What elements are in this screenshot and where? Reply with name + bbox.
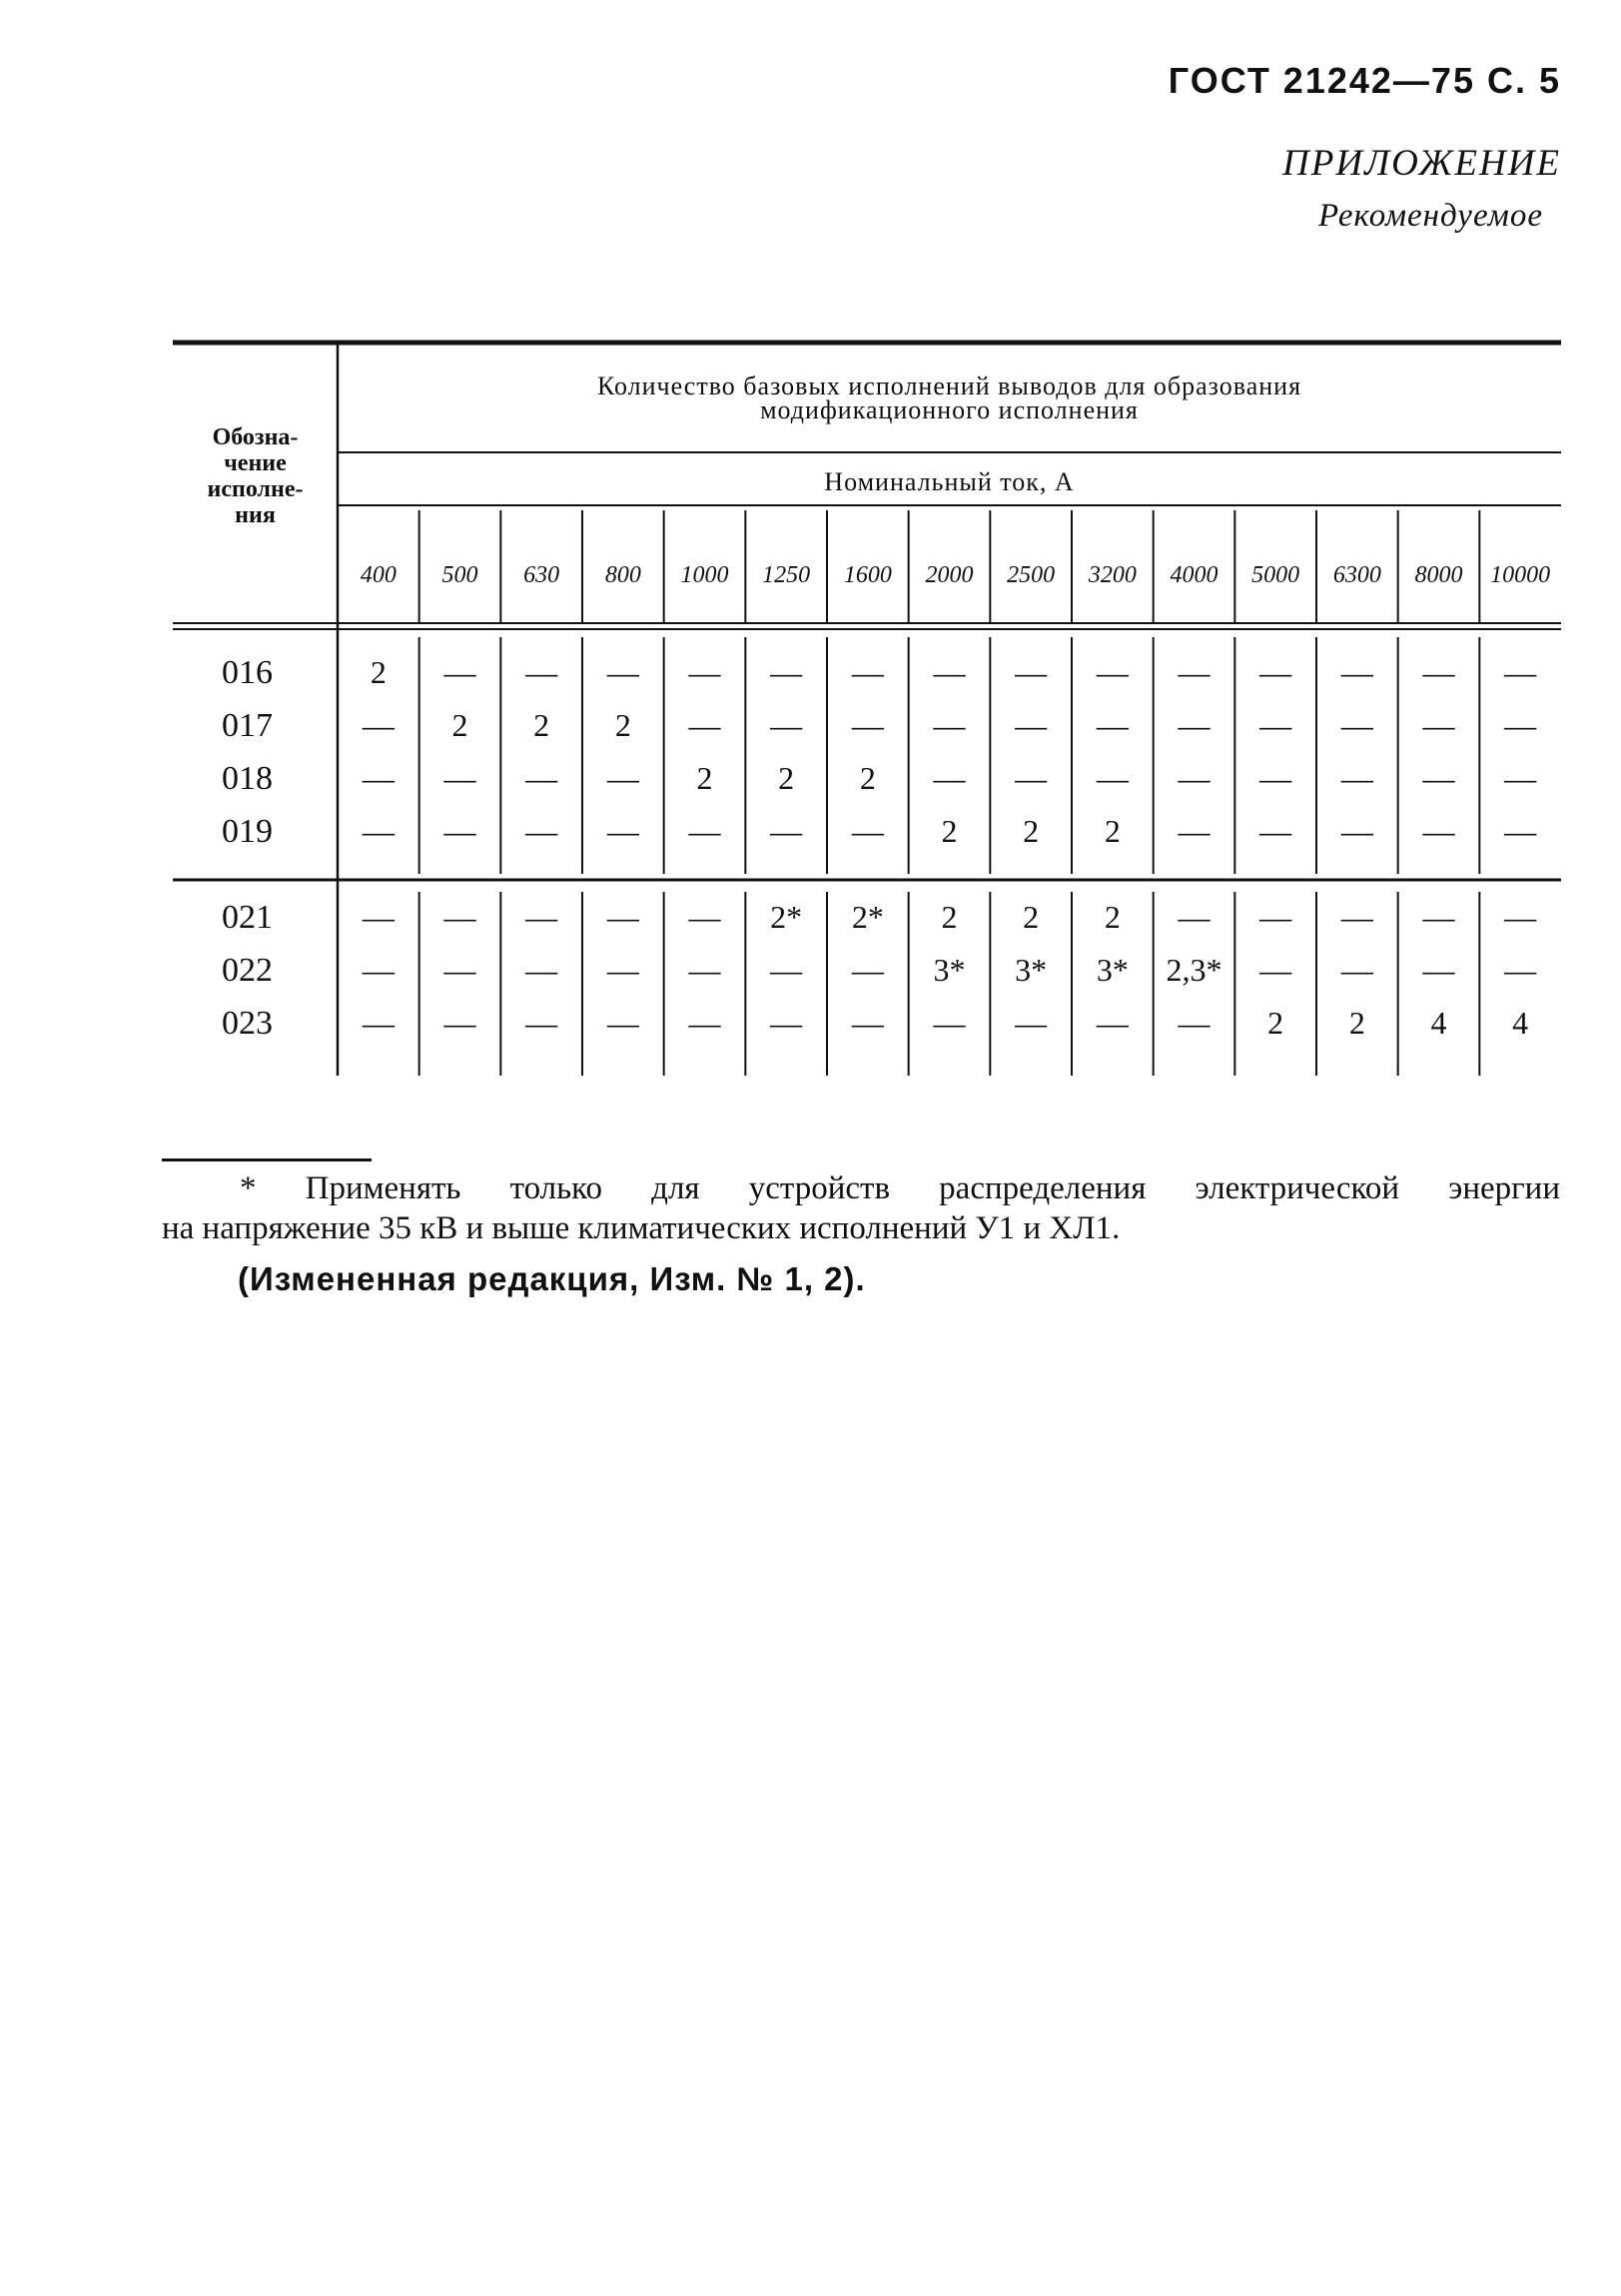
table-cell: — xyxy=(1422,707,1455,743)
table-cell: — xyxy=(1259,899,1292,935)
designation-header-line: ния xyxy=(235,502,276,528)
table-cell: — xyxy=(1504,899,1537,935)
table-cell: — xyxy=(1340,760,1373,796)
table-cell: — xyxy=(1422,760,1455,796)
column-header-2500: 2500 xyxy=(1007,562,1056,588)
current-header: Номинальный ток, А xyxy=(824,467,1075,496)
table-cell: — xyxy=(606,899,639,935)
table-cell: — xyxy=(362,899,395,935)
table-cell: — xyxy=(851,1005,884,1041)
table-cell: — xyxy=(1340,654,1373,690)
table-cell: 2 xyxy=(1348,1005,1365,1041)
table-cell: — xyxy=(1096,654,1129,690)
table-cell: — xyxy=(606,760,639,796)
table-cell: — xyxy=(606,952,639,988)
table-cell: — xyxy=(1178,1005,1211,1041)
table-cell: 3* xyxy=(933,952,966,988)
table-cell: — xyxy=(1259,654,1292,690)
table-cell: — xyxy=(525,952,558,988)
table-cell: 2,3* xyxy=(1166,952,1222,988)
table-cell: — xyxy=(1504,654,1537,690)
table-cell: — xyxy=(770,707,803,743)
table-cell: — xyxy=(770,952,803,988)
table-cell: — xyxy=(1178,813,1211,849)
table-cell: — xyxy=(851,654,884,690)
footnote-line-2: на напряжение 35 кВ и выше климатических исполнений У1 и ХЛ1. xyxy=(162,1210,1121,1246)
table-cell: — xyxy=(688,654,721,690)
table-cell: 2 xyxy=(1104,899,1121,935)
table-cell: — xyxy=(1504,813,1537,849)
footnote xyxy=(162,1168,1560,1248)
table-cell: — xyxy=(851,707,884,743)
table-cell: — xyxy=(443,760,476,796)
table-cell: — xyxy=(1015,1005,1048,1041)
table-cell: — xyxy=(1178,707,1211,743)
table-cell: — xyxy=(1504,707,1537,743)
column-header-800: 800 xyxy=(604,562,641,588)
table-cell: — xyxy=(688,707,721,743)
row-code: 019 xyxy=(222,813,273,850)
table-cell: 2 xyxy=(778,760,795,796)
table-cell: — xyxy=(443,1005,476,1041)
table-cell: — xyxy=(1422,813,1455,849)
table-cell: 2 xyxy=(1023,813,1040,849)
table-cell: 2 xyxy=(859,760,876,796)
table-cell: — xyxy=(1178,899,1211,935)
column-header-1000: 1000 xyxy=(680,562,729,588)
row-code: 021 xyxy=(222,899,273,936)
table-cell: — xyxy=(688,1005,721,1041)
column-header-5000: 5000 xyxy=(1251,562,1300,588)
table-cell: 2 xyxy=(941,899,958,935)
table-cell: — xyxy=(606,1005,639,1041)
table-cell: — xyxy=(688,899,721,935)
row-code: 018 xyxy=(222,760,273,797)
table-cell: — xyxy=(525,813,558,849)
table-cell: — xyxy=(770,654,803,690)
column-header-400: 400 xyxy=(360,562,397,588)
table-cell: — xyxy=(1422,654,1455,690)
table-cell: — xyxy=(1259,760,1292,796)
table-cell: — xyxy=(770,1005,803,1041)
table-cell: — xyxy=(525,654,558,690)
column-header-3200: 3200 xyxy=(1088,562,1137,588)
table-cell: — xyxy=(1259,813,1292,849)
table-cell: 2 xyxy=(614,707,631,743)
group-header-line: модификационного исполнения xyxy=(760,395,1139,424)
column-header-500: 500 xyxy=(441,562,478,588)
table-cell: — xyxy=(851,952,884,988)
table-cell: — xyxy=(1096,707,1129,743)
table-cell: — xyxy=(443,899,476,935)
column-header-6300: 6300 xyxy=(1332,562,1381,588)
designation-header-line: Обозна- xyxy=(212,424,299,450)
table-cell: — xyxy=(1504,760,1537,796)
table-cell: — xyxy=(606,813,639,849)
group-header-line: Количество базовых исполнений выводов для образования xyxy=(596,372,1302,400)
row-code: 016 xyxy=(222,654,273,691)
table-cell: — xyxy=(1178,654,1211,690)
current-ratings-table xyxy=(173,343,1561,1122)
column-header-1600: 1600 xyxy=(843,562,892,588)
table-cell: — xyxy=(933,760,966,796)
table-cell: — xyxy=(933,654,966,690)
table-cell: — xyxy=(1422,952,1455,988)
revision-note: (Измененная редакция, Изм. № 1, 2). xyxy=(238,1260,866,1297)
table-cell: — xyxy=(362,813,395,849)
column-header-630: 630 xyxy=(523,562,560,588)
table-cell: 3* xyxy=(1015,952,1048,988)
table-cell: — xyxy=(1259,952,1292,988)
table-cell: — xyxy=(606,654,639,690)
row-code: 022 xyxy=(222,952,273,989)
table-cell: — xyxy=(688,952,721,988)
table-cell: — xyxy=(443,952,476,988)
table-cell: — xyxy=(1015,654,1048,690)
table-cell: — xyxy=(362,1005,395,1041)
table-cell: — xyxy=(851,813,884,849)
standard-page-header: ГОСТ 21242—75 С. 5 xyxy=(1168,60,1561,101)
column-header-10000: 10000 xyxy=(1490,562,1551,588)
table-cell: 2 xyxy=(533,707,550,743)
column-header-1250: 1250 xyxy=(762,562,811,588)
table-cell: 2 xyxy=(451,707,468,743)
table-cell: 2* xyxy=(851,899,884,935)
table-cell: — xyxy=(1340,707,1373,743)
table-cell: — xyxy=(362,760,395,796)
table-cell: 2 xyxy=(370,654,387,690)
table-cell: 2 xyxy=(1023,899,1040,935)
table-cell: — xyxy=(443,813,476,849)
table-cell: — xyxy=(933,1005,966,1041)
column-header-8000: 8000 xyxy=(1414,562,1463,588)
table-cell: 2 xyxy=(941,813,958,849)
table-cell: — xyxy=(1259,707,1292,743)
row-code: 017 xyxy=(222,707,273,744)
row-code: 023 xyxy=(222,1005,273,1042)
footnote-line-1: * Применять только для устройств распределения электрической энергии xyxy=(240,1170,1560,1206)
designation-header-line: исполне- xyxy=(207,476,304,502)
table-cell: — xyxy=(525,899,558,935)
appendix-subtitle: Рекомендуемое xyxy=(1317,198,1543,234)
table-cell: — xyxy=(525,1005,558,1041)
table-cell: 2 xyxy=(1104,813,1121,849)
table-cell: 3* xyxy=(1096,952,1129,988)
column-header-2000: 2000 xyxy=(925,562,974,588)
column-header-4000: 4000 xyxy=(1170,562,1218,588)
table-cell: — xyxy=(1422,899,1455,935)
table-cell: — xyxy=(362,952,395,988)
table-cell: — xyxy=(1178,760,1211,796)
table-cell: 4 xyxy=(1512,1005,1529,1041)
table-cell: — xyxy=(1340,813,1373,849)
table-cell: — xyxy=(1504,952,1537,988)
table-cell: — xyxy=(1015,707,1048,743)
table-cell: 2 xyxy=(696,760,713,796)
table-cell: — xyxy=(1015,760,1048,796)
table-cell: — xyxy=(1340,899,1373,935)
table-cell: 2* xyxy=(770,899,803,935)
table-cell: — xyxy=(1096,1005,1129,1041)
table-cell: 2 xyxy=(1267,1005,1284,1041)
table-cell: — xyxy=(525,760,558,796)
table-cell: — xyxy=(443,654,476,690)
table-cell: — xyxy=(362,707,395,743)
table-cell: — xyxy=(688,813,721,849)
table-cell: — xyxy=(770,813,803,849)
table-cell: — xyxy=(1340,952,1373,988)
table-cell: — xyxy=(1096,760,1129,796)
table-cell: 4 xyxy=(1430,1005,1447,1041)
appendix-title: ПРИЛОЖЕНИЕ xyxy=(1282,143,1561,184)
table-cell: — xyxy=(933,707,966,743)
designation-header-line: чение xyxy=(224,450,287,476)
footnote-rule xyxy=(162,1158,372,1161)
